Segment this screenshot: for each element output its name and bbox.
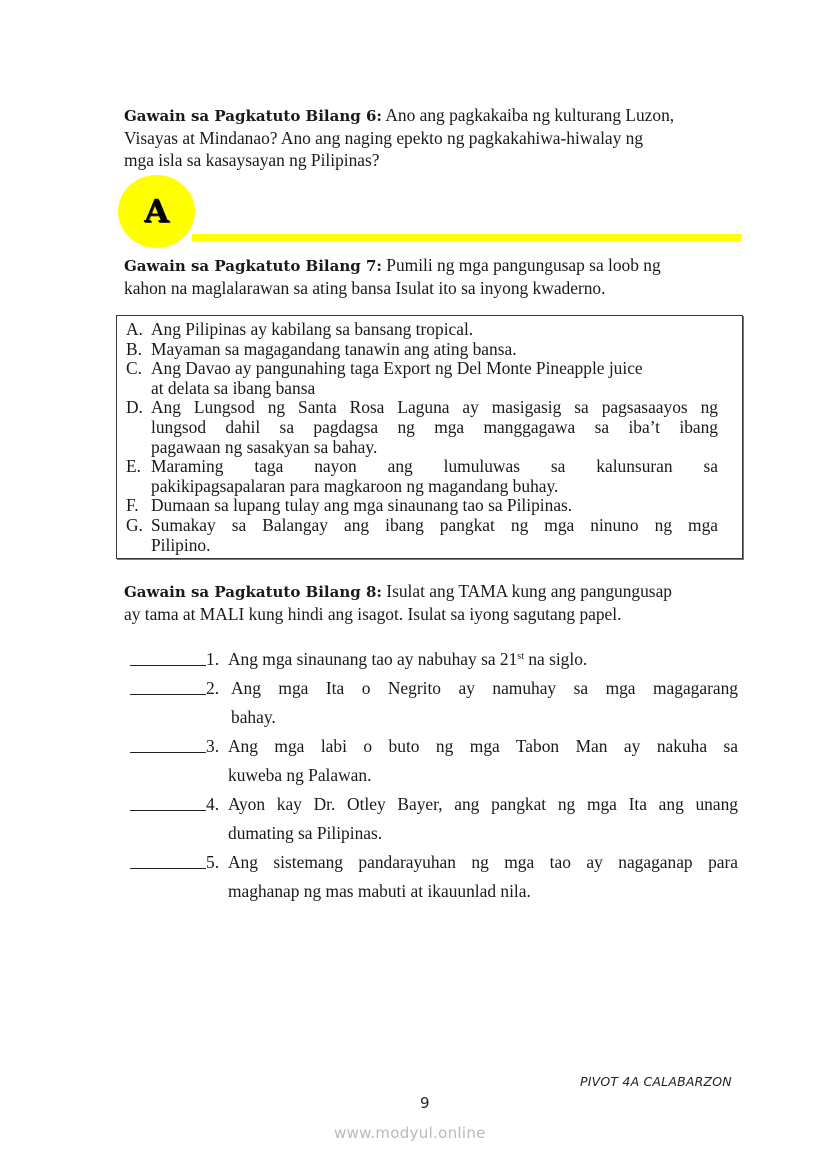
activity-7-text-line-2: kahon na maglalarawan sa ating bansa Isulat ito sa inyong kwaderno. bbox=[124, 278, 606, 298]
choice-item-a bbox=[126, 320, 718, 340]
choice-text-line: Maraming taga nayon ang lumuluwas sa kalunsuran sa bbox=[151, 456, 718, 477]
tf-item-3 bbox=[130, 732, 738, 790]
item-text-superscript: st bbox=[517, 651, 524, 662]
activity-6-text-line-3: mga isla sa kasaysayan ng Pilipinas? bbox=[124, 150, 380, 170]
item-number: 1. bbox=[206, 649, 220, 669]
tf-item-5 bbox=[130, 848, 738, 906]
activity-8-text-line-1: Isulat ang TAMA kung ang pangungusap bbox=[381, 581, 672, 601]
page-number: 9 bbox=[420, 1094, 430, 1112]
item-text-main: Ang mga sinaunang tao ay nabuhay sa 21 bbox=[228, 649, 518, 669]
item-text-line: maghanap ng mas mabuti at ikauunlad nila. bbox=[228, 881, 531, 901]
choice-letter: F. bbox=[126, 495, 139, 516]
activity-6-text-line-2: Visayas at Mindanao? Ano ang naging epekto ng pagkakahiwa-hiwalay ng bbox=[124, 128, 644, 148]
item-text-line: bahay. bbox=[231, 707, 276, 727]
choice-item-c bbox=[126, 359, 718, 398]
activity-8-instructions bbox=[124, 580, 744, 625]
item-text bbox=[228, 848, 738, 906]
choice-letter: E. bbox=[126, 456, 141, 477]
item-text-line: kuweba ng Palawan. bbox=[228, 765, 372, 785]
tf-item-2 bbox=[130, 674, 738, 732]
choice-item-g bbox=[126, 516, 718, 555]
activity-7-instructions bbox=[124, 254, 744, 299]
item-number: 5. bbox=[206, 852, 220, 872]
choice-text-line: Ang Lungsod ng Santa Rosa Laguna ay masigasig sa pagsasaayos ng bbox=[151, 397, 718, 418]
choice-letter: D. bbox=[126, 397, 143, 418]
section-badge-circle bbox=[118, 175, 195, 248]
choice-letter: C. bbox=[126, 358, 142, 379]
choice-item-f bbox=[126, 496, 718, 516]
choice-text-line: lungsod dahil sa pagdagsa ng mga manggagawa sa iba’t ibang bbox=[151, 416, 718, 437]
choice-text-line: Ang Davao ay pangunahing taga Export ng Del Monte Pineapple juice bbox=[151, 358, 643, 379]
item-text-line: dumating sa Pilipinas. bbox=[228, 823, 383, 843]
activity-8-title: Gawain sa Pagkatuto Bilang 8: bbox=[124, 583, 382, 601]
item-text-tail: na siglo. bbox=[523, 649, 588, 669]
choice-text bbox=[151, 516, 718, 555]
choice-text: Dumaan sa lupang tulay ang mga sinaunang tao sa Pilipinas. bbox=[151, 495, 573, 516]
choice-letter: B. bbox=[126, 338, 142, 359]
item-text bbox=[228, 645, 738, 674]
footer-label: PIVOT 4A CALABARZON bbox=[580, 1074, 732, 1089]
choice-text-line: pakikipagsapalaran para magkaroon ng magandang buhay. bbox=[151, 475, 559, 496]
tf-item-4 bbox=[130, 790, 738, 848]
item-number: 2. bbox=[206, 678, 220, 698]
choice-text-line: Sumakay sa Balangay ang ibang pangkat ng mga ninuno ng mga bbox=[151, 514, 718, 535]
choice-letter: A. bbox=[126, 319, 143, 339]
answer-blank[interactable] bbox=[130, 647, 206, 666]
item-text-line: Ayon kay Dr. Otley Bayer, ang pangkat ng mga Ita ang unang bbox=[228, 794, 738, 814]
answer-blank[interactable] bbox=[130, 676, 206, 695]
choice-text-line: Pilipino. bbox=[151, 534, 211, 555]
activity-7-title: Gawain sa Pagkatuto Bilang 7: bbox=[124, 257, 382, 275]
section-badge-letter: A bbox=[144, 191, 169, 230]
activity-6-text-line-1: Ano ang pagkakaiba ng kulturang Luzon, bbox=[381, 105, 675, 125]
choice-item-b bbox=[126, 340, 718, 360]
choice-text bbox=[151, 457, 718, 496]
activity-6-instructions bbox=[124, 104, 744, 171]
choice-text-line: pagawaan ng sasakyan sa bahay. bbox=[151, 436, 378, 457]
choices-box bbox=[116, 315, 743, 559]
choice-item-e bbox=[126, 457, 718, 496]
item-text-line: Ang mga labi o buto ng mga Tabon Man ay nakuha sa bbox=[228, 736, 738, 756]
tf-item-1 bbox=[130, 645, 738, 674]
item-text bbox=[228, 732, 738, 790]
choice-text-line: at delata sa ibang bansa bbox=[151, 377, 316, 398]
activity-7-text-line-1: Pumili ng mga pangungusap sa loob ng bbox=[381, 255, 661, 275]
item-text-line: Ang mga Ita o Negrito ay namuhay sa mga magagarang bbox=[231, 678, 738, 698]
answer-blank[interactable] bbox=[130, 792, 206, 811]
item-text bbox=[228, 790, 738, 848]
choice-text bbox=[151, 359, 718, 398]
choice-item-d bbox=[126, 398, 718, 457]
choice-text: Mayaman sa magagandang tanawin ang ating bansa. bbox=[151, 338, 517, 359]
activity-6-title: Gawain sa Pagkatuto Bilang 6: bbox=[124, 107, 382, 125]
item-text bbox=[228, 674, 738, 732]
item-number: 3. bbox=[206, 736, 220, 756]
item-text-line: Ang sistemang pandarayuhan ng mga tao ay nagaganap para bbox=[228, 852, 738, 872]
section-divider-bar bbox=[192, 234, 742, 241]
choice-letter: G. bbox=[126, 514, 143, 535]
activity-8-text-line-2: ay tama at MALI kung hindi ang isagot. Isulat sa iyong sagutang papel. bbox=[124, 604, 622, 624]
watermark: www.modyul.online bbox=[334, 1124, 486, 1142]
answer-blank[interactable] bbox=[130, 850, 206, 869]
choice-text bbox=[151, 398, 718, 457]
item-number: 4. bbox=[206, 794, 220, 814]
true-false-items bbox=[130, 645, 738, 906]
choice-text: Ang Pilipinas ay kabilang sa bansang tropical. bbox=[151, 319, 474, 339]
answer-blank[interactable] bbox=[130, 734, 206, 753]
